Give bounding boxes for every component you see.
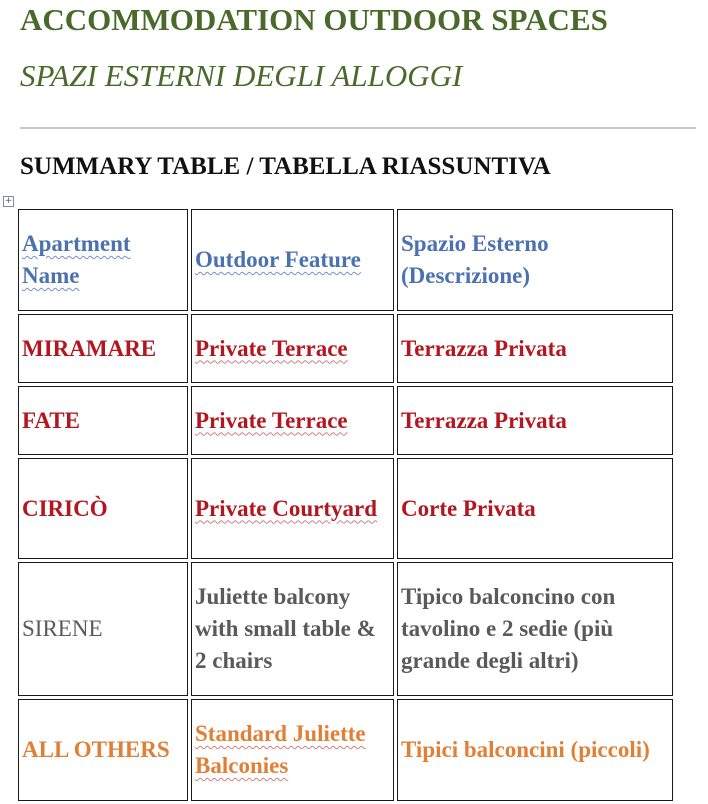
document-title-english: ACCOMMODATION OUTDOOR SPACES xyxy=(20,2,608,37)
cell-apartment-name[interactable]: MIRAMARE xyxy=(18,314,188,383)
table-row xyxy=(18,699,673,801)
table-row xyxy=(18,314,673,383)
table-row xyxy=(18,562,673,696)
cell-outdoor-feature[interactable]: Standard Juliette Balconies xyxy=(191,699,394,801)
move-table-icon[interactable]: + xyxy=(4,196,13,206)
table-row xyxy=(18,386,673,455)
summary-heading: SUMMARY TABLE / TABELLA RIASSUNTIVA xyxy=(20,153,551,180)
table-header-row xyxy=(18,209,673,311)
cell-outdoor-feature[interactable]: Private Terrace xyxy=(191,386,394,455)
cell-apartment-name[interactable]: SIRENE xyxy=(18,562,188,696)
cell-descrizione[interactable]: Terrazza Privata xyxy=(397,314,673,383)
document-title-italian: SPAZI ESTERNI DEGLI ALLOGGI xyxy=(20,58,463,93)
cell-apartment-name[interactable]: CIRICÒ xyxy=(18,458,188,559)
cell-outdoor-feature[interactable]: Private Terrace xyxy=(191,314,394,383)
cell-descrizione[interactable]: Tipici balconcini (piccoli) xyxy=(397,699,673,801)
cell-outdoor-feature[interactable]: Juliette balcony with small table & 2 chairs xyxy=(191,562,394,696)
cell-descrizione[interactable]: Tipico balconcino con tavolino e 2 sedie (più grande degli altri) xyxy=(397,562,673,696)
cell-outdoor-feature[interactable]: Private Courtyard xyxy=(191,458,394,559)
header-cell-apartment-name[interactable]: Apartment Name xyxy=(18,209,188,311)
horizontal-rule xyxy=(20,127,696,129)
table-row xyxy=(18,458,673,559)
summary-table xyxy=(15,206,676,804)
cell-apartment-name[interactable]: ALL OTHERS xyxy=(18,699,188,801)
header-cell-outdoor-feature[interactable]: Outdoor Feature xyxy=(191,209,394,311)
header-cell-spazio-esterno[interactable]: Spazio Esterno (Descrizione) xyxy=(397,209,673,311)
cell-apartment-name[interactable]: FATE xyxy=(18,386,188,455)
cell-descrizione[interactable]: Terrazza Privata xyxy=(397,386,673,455)
cell-descrizione[interactable]: Corte Privata xyxy=(397,458,673,559)
